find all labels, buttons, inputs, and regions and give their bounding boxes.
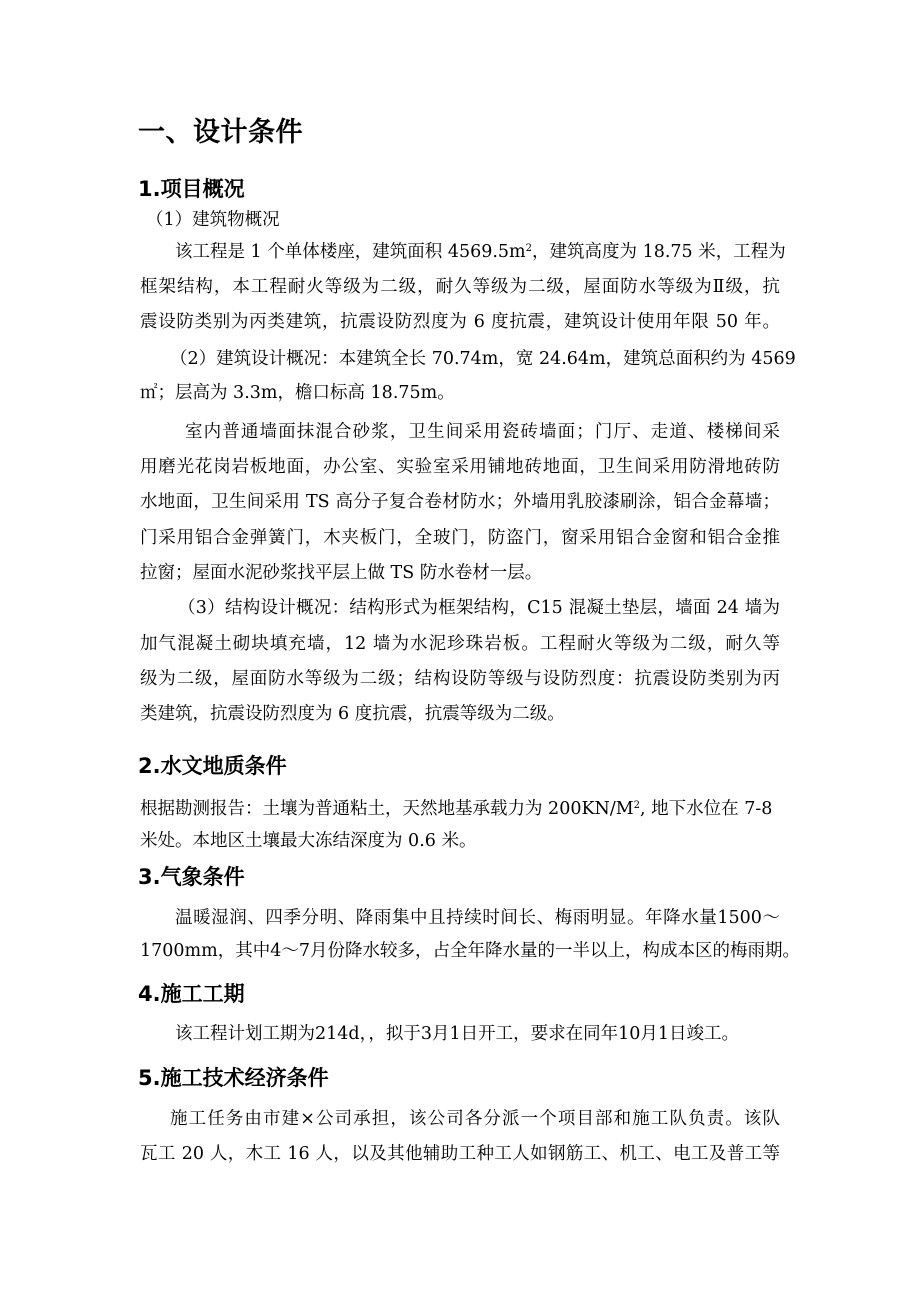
paragraph-line: 温暖湿润、四季分明、降雨集中且持续时间长、梅雨明显。年降水量1500～ (175, 908, 780, 928)
paragraph-line: 1700mm，其中4～7月份降水较多，占全年降水量的一半以上，构成本区的梅雨期。 (140, 941, 800, 961)
superscript: 2 (525, 243, 533, 254)
paragraph-line: 根据勘测报告：土壤为普通粘土，天然地基承载力为 $200KN/M^2$, 地下水位在 7-8 (140, 799, 773, 819)
paragraph-line: 门采用铝合金弹簧门，木夹板门，全玻门，防盗门，窗采用铝合金窗和铝合金推 (140, 528, 780, 548)
paragraph-line: ㎡；层高为 3.3m，檐口标高 18.75m。 (140, 383, 455, 403)
main-heading: 一、设计条件 (138, 117, 303, 148)
section-1-title: 1.项目概况 (138, 177, 245, 201)
paragraph-line: 震设防类别为丙类建筑，抗震设防烈度为 6 度抗震，建筑设计使用年限 50 年。 (140, 312, 780, 332)
section-3-title: 3.气象条件 (138, 865, 245, 889)
paragraph-line: 拉窗；屋面水泥砂浆找平层上做 TS 防水卷材一层。 (140, 563, 543, 583)
paragraph-line: 施工任务由市建×公司承担，该公司各分派一个项目部和施工队负责。该队 (170, 1109, 780, 1129)
paragraph-line: 室内普通墙面抹混合砂浆，卫生间采用瓷砖墙面；门厅、走道、楼梯间采 (185, 422, 780, 442)
paragraph-line: 框架结构，本工程耐火等级为二级，耐久等级为二级，屋面防水等级为Ⅱ级，抗 (140, 277, 780, 297)
superscript: 2 (633, 800, 641, 811)
paragraph-line: 加气混凝土砌块填充墙，12 墙为水泥珍珠岩板。工程耐火等级为二级，耐久等 (140, 634, 780, 654)
paragraph-line: （3）结构设计概况：结构形式为框架结构，C15 混凝土垫层，墙面 24 墙为 (178, 598, 780, 618)
paragraph-line: 类建筑，抗震设防烈度为 6 度抗震，抗震等级为二级。 (140, 704, 565, 724)
paragraph-line: 瓦工 20 人，木工 16 人，以及其他辅助工种工人如钢筋工、机工、电工及普工等 (140, 1144, 780, 1164)
paragraph-line: 用磨光花岗岩板地面，办公室、实验室采用铺地砖地面，卫生间采用防滑地砖防 (140, 457, 780, 477)
paragraph-line: 水地面，卫生间采用 TS 高分子复合卷材防水；外墙用乳胶漆刷涂，铝合金幕墙； (140, 492, 780, 512)
section-2-title: 2.水文地质条件 (138, 754, 287, 778)
paragraph-line: 该工程计划工期为214d，，拟于3月1日开工，要求在同年10月1日竣工。 (175, 1024, 740, 1044)
paragraph-line: 该工程是 1 个单体楼座，建筑面积 $4569.5m^2$，建筑高度为 18.75 米，工程为 (175, 242, 786, 262)
section-5-title: 5.施工技术经济条件 (138, 1066, 329, 1090)
paragraph-line: 米处。本地区土壤最大冻结深度为 0.6 米。 (140, 831, 477, 851)
paragraph-line: 级为二级，屋面防水等级为二级；结构设防等级与设防烈度：抗震设防类别为丙 (140, 669, 780, 689)
subsection-building-overview: （1）建筑物概况 (146, 210, 280, 230)
section-4-title: 4.施工工期 (138, 982, 245, 1006)
paragraph-line: （2）建筑设计概况：本建筑全长 70.74m，宽 24.64m，建筑总面积约为 4569 (170, 349, 796, 369)
